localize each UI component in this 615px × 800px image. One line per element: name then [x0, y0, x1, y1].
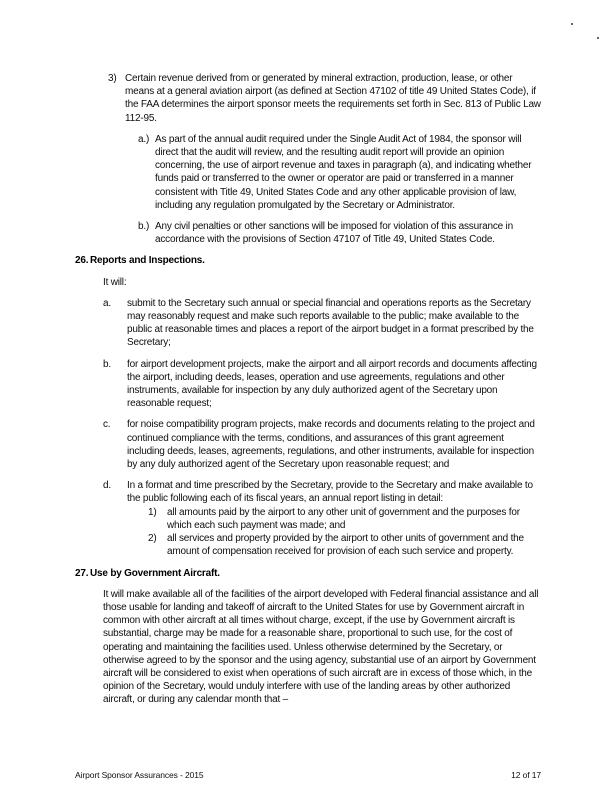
list-item-c: [103, 418, 541, 471]
section-number: 26.: [75, 255, 89, 267]
list-item-b: [103, 358, 541, 411]
page-body: [75, 72, 541, 715]
section-title: Reports and Inspections.: [90, 255, 205, 267]
list-item-d: [103, 479, 541, 558]
list-item-marker: b.): [138, 221, 150, 233]
list-item-text: As part of the annual audit required under the Single Audit Act of 1984, the sponsor will direct that the audit will review, and the resulting audit report will provide an opinion concerning, the use of airport revenue and taxes in paragraph (a), and indicating whether funds paid or transferred to the owner or operator are paid or transferred in a manner consistent with Title 49, United States Code and any other applicable provision of law, including any regulation promulgated by the Secretary or Administrator.: [155, 133, 532, 211]
list-item-a: [103, 297, 541, 350]
list-item-b-paren: [138, 220, 541, 246]
list-item-a-paren: [138, 133, 541, 212]
list-item-marker: 2): [148, 533, 157, 545]
list-item-text: Certain revenue derived from or generated by mineral extraction, production, lease, or other means at a general aviation airport (as defined at Section 47102 of title 49 United States Code), if the FAA determines the airport sponsor meets the requirements set forth in Sec. 813 of Public Law 112-95.: [125, 73, 541, 124]
list-item-1: [148, 506, 541, 532]
list-item-marker: a.): [138, 133, 150, 145]
list-item-text: for airport development projects, make the airport and all airport records and documents affecting the airport, including deeds, leases, operation and use agreements, regulations and other instruments, available for inspection by any duly authorized agent of the Secretary upon reasonable request;: [127, 358, 537, 410]
section-26-header: [75, 254, 541, 267]
list-item-3: [108, 72, 541, 125]
list-item-text: Any civil penalties or other sanctions will be imposed for violation of this assurance in accordance with the provisions of Section 47107 of Title 49, United States Code.: [155, 221, 513, 246]
list-item-text: submit to the Secretary such annual or special financial and operations reports as the Secretary may reasonably request and make such reports available to the public; make available to the public at reasonable times and places a report of the airport budget in a format prescribed by the Secretary;: [127, 297, 534, 349]
section-title: Use by Government Aircraft.: [90, 567, 220, 579]
section-26-intro: It will:: [103, 276, 127, 288]
list-item-marker: c.: [103, 419, 111, 431]
list-item-2: [148, 532, 541, 558]
scan-speck: [571, 23, 573, 25]
footer-document-title: Airport Sponsor Assurances - 2015: [75, 770, 204, 780]
list-item-text: In a format and time prescribed by the Secretary, provide to the Secretary and make available to the public following each of its fiscal years, an annual report listing in detail:: [127, 480, 533, 505]
list-item-text: [127, 479, 541, 558]
list-item-marker: a.: [103, 297, 111, 309]
scan-speck: [597, 37, 599, 39]
footer-page-number: 12 of 17: [511, 770, 541, 780]
list-item-text: all services and property provided by the airport to other units of government and the amount of compensation received for provision of each such service and property.: [167, 533, 524, 558]
section-27-header: [75, 567, 541, 580]
page-footer: [75, 770, 541, 780]
list-item-text: all amounts paid by the airport to any other unit of government and the purposes for which each such payment was made; and: [167, 506, 520, 531]
list-item-marker: b.: [103, 358, 111, 370]
list-item-marker: 1): [148, 506, 157, 518]
section-number: 27.: [75, 567, 89, 579]
list-item-marker: 3): [108, 73, 117, 84]
list-item-text: for noise compatibility program projects, make records and documents relating to the project and continued compliance with the terms, conditions, and assurances of this grant agreement including deeds, leases, agreements, regulations, and other instruments, available for inspection by any duly authorized agent of the Secretary upon reasonable request; and: [127, 419, 535, 471]
list-item-marker: d.: [103, 480, 111, 492]
section-27-body: It will make available all of the facilities of the airport developed with Federal financial assistance and all those usable for landing and takeoff of aircraft to the United States for use by Government aircraft in common with other aircraft at all times without charge, except, if the use by Government aircraft is substantial, charge may be made for a reasonable share, proportional to such use, for the cost of operating and maintaining the facilities used. Unless otherwise determined by the Secretary, or otherwise agreed to by the sponsor and the using agency, substantial use of an airport by Government aircraft will be considered to exist when operations of such aircraft are in excess of those which, in the opinion of the Secretary, would unduly interfere with use of the landing areas by other authorized aircraft, or during any calendar month that –: [103, 588, 539, 706]
